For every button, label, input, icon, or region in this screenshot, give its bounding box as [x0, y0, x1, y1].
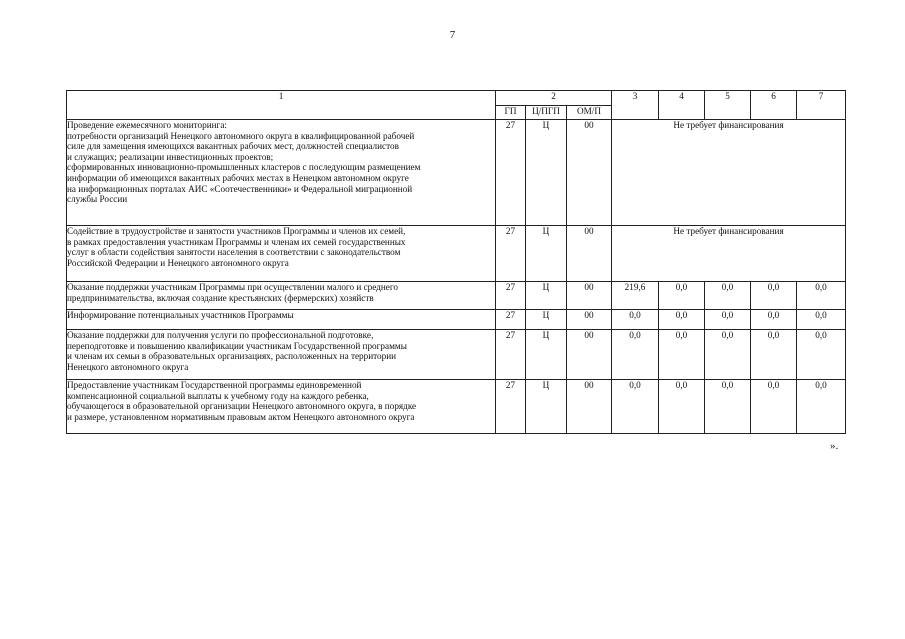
description-line: Информирование потенциальных участников Программы	[67, 310, 294, 320]
table-row	[67, 226, 846, 282]
funding-value-col-3: 219,6	[612, 282, 659, 310]
code-c-pgp: Ц	[526, 120, 567, 226]
description-line: обучающегося в образовательной организации Ненецкого автономного округа, в порядке	[67, 401, 417, 412]
header-col-7: 7	[797, 91, 846, 120]
description-line: потребности организаций Ненецкого автономного округа в квалифицированной рабочей	[67, 130, 415, 141]
description-line: Предоставление участникам Государственной программы единовременной	[67, 380, 362, 390]
funding-value-col-5: 0,0	[705, 310, 751, 330]
funding-value-col-3: 0,0	[612, 380, 659, 434]
code-om-p: 00	[567, 226, 612, 282]
no-funding-note: Не требует финансирования	[612, 226, 846, 282]
code-om-p: 00	[567, 120, 612, 226]
funding-value-col-3: 0,0	[612, 330, 659, 380]
description-line: Содействие в трудоустройстве и занятости участников Программы и членов их семей,	[67, 226, 406, 236]
description-line: Оказание поддержки участникам Программы при осуществлении малого и среднего	[67, 282, 398, 292]
code-om-p: 00	[567, 380, 612, 434]
description-line: Российской Федерации и Ненецкого автономного округа	[67, 257, 289, 268]
funding-value-col-5: 0,0	[705, 282, 751, 310]
description-line: переподготовке и повышению квалификации участникам Государственной программы	[67, 340, 407, 351]
table-row	[67, 330, 846, 380]
funding-value-col-6: 0,0	[751, 330, 797, 380]
code-c-pgp: Ц	[526, 330, 567, 380]
description-line: и размере, установленном нормативным правовым актом Ненецкого автономного округа	[67, 411, 415, 422]
header-c-pgp: Ц/ПГП	[526, 106, 567, 120]
activity-description	[67, 120, 496, 226]
description-line: предпринимательства, включая создание крестьянских (фермерских) хозяйств	[67, 292, 374, 303]
code-c-pgp: Ц	[526, 380, 567, 434]
funding-value-col-5: 0,0	[705, 380, 751, 434]
description-line: и служащих; реализации инвестиционных проектов;	[67, 151, 274, 162]
code-om-p: 00	[567, 282, 612, 310]
header-om-p: ОМ/П	[567, 106, 612, 120]
funding-value-col-7: 0,0	[797, 330, 846, 380]
funding-value-col-7: 0,0	[797, 380, 846, 434]
funding-value-col-7: 0,0	[797, 282, 846, 310]
funding-value-col-6: 0,0	[751, 282, 797, 310]
description-line: Ненецкого автономного округа	[67, 361, 189, 372]
description-line: и членам их семьи в образовательных организациях, расположенных на территории	[67, 351, 397, 362]
no-funding-note: Не требует финансирования	[612, 120, 846, 226]
closing-quote-mark: ».	[830, 440, 839, 452]
code-c-pgp: Ц	[526, 226, 567, 282]
activity-description	[67, 330, 496, 380]
code-c-pgp: Ц	[526, 310, 567, 330]
header-col-1: 1	[67, 91, 496, 120]
description-line: информации об имеющихся вакантных рабочих местах в Ненецком автономном округе	[67, 172, 409, 183]
description-line: Проведение ежемесячного мониторинга:	[67, 120, 227, 130]
description-line: Оказание поддержки для получения услуги по профессиональной подготовке,	[67, 330, 374, 340]
header-gp: ГП	[496, 106, 526, 120]
activity-description	[67, 226, 496, 282]
code-gp: 27	[496, 330, 526, 380]
funding-value-col-4: 0,0	[659, 310, 705, 330]
funding-value-col-7: 0,0	[797, 310, 846, 330]
funding-value-col-4: 0,0	[659, 380, 705, 434]
activity-description	[67, 282, 496, 310]
table-row	[67, 120, 846, 226]
code-gp: 27	[496, 380, 526, 434]
header-col-3: 3	[612, 91, 659, 120]
header-col-4: 4	[659, 91, 705, 120]
description-line: сформированных инновационно-промышленных кластеров с последующим размещением	[67, 162, 421, 173]
header-col-5: 5	[705, 91, 751, 120]
description-line: услуг в области содействия занятости населения в соответствии с законодательством	[67, 247, 401, 258]
description-line: службы России	[67, 194, 128, 205]
code-om-p: 00	[567, 310, 612, 330]
funding-value-col-5: 0,0	[705, 330, 751, 380]
table-row	[67, 282, 846, 310]
header-col-6: 6	[751, 91, 797, 120]
activity-description	[67, 380, 496, 434]
program-activities-table	[66, 90, 846, 434]
code-gp: 27	[496, 310, 526, 330]
code-gp: 27	[496, 120, 526, 226]
code-gp: 27	[496, 226, 526, 282]
table-row	[67, 310, 846, 330]
funding-value-col-6: 0,0	[751, 380, 797, 434]
activity-description	[67, 310, 496, 330]
description-line: силе для замещения имеющихся вакантных рабочих мест, должностей специалистов	[67, 141, 399, 152]
code-gp: 27	[496, 282, 526, 310]
header-col-2: 2	[496, 91, 612, 106]
page-number: 7	[449, 29, 456, 41]
funding-value-col-4: 0,0	[659, 330, 705, 380]
funding-value-col-4: 0,0	[659, 282, 705, 310]
description-line: в рамках предоставления участникам Программы и членам их семей государственных	[67, 236, 406, 247]
description-line: компенсационной социальной выплаты к учебному году на каждого ребенка,	[67, 390, 369, 401]
code-om-p: 00	[567, 330, 612, 380]
funding-value-col-3: 0,0	[612, 310, 659, 330]
funding-value-col-6: 0,0	[751, 310, 797, 330]
code-c-pgp: Ц	[526, 282, 567, 310]
table-row	[67, 380, 846, 434]
description-line: на информационных порталах АИС «Соотечественники» и Федеральной миграционной	[67, 183, 413, 194]
